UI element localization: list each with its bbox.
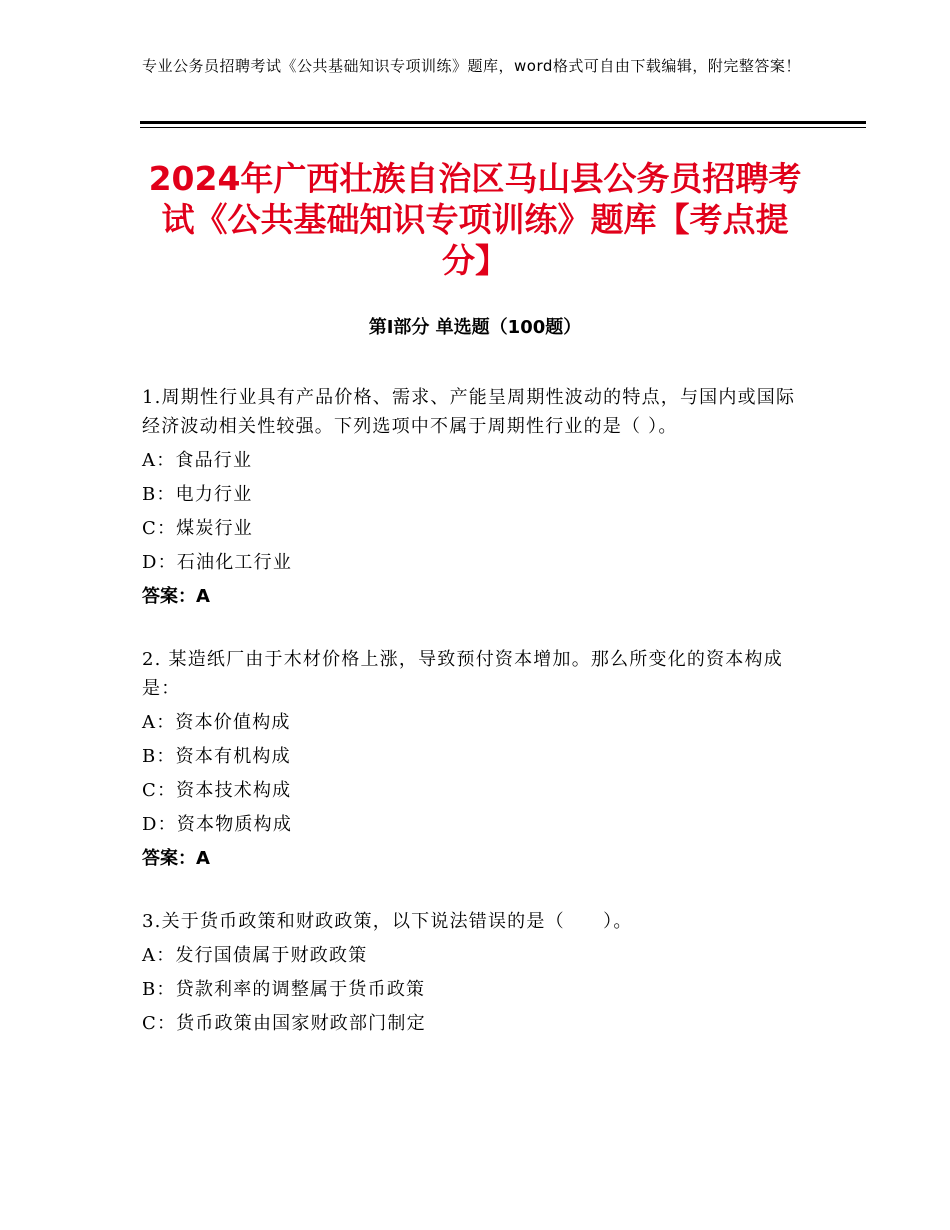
option-c: C：货币政策由国家财政部门制定: [142, 1013, 426, 1034]
section-heading: 第Ⅰ部分 单选题（100题）: [368, 317, 582, 338]
question-3: [142, 907, 804, 1038]
option-b: B：电力行业: [142, 484, 253, 505]
answer: 答案：A: [142, 848, 210, 869]
document-title: 2024年广西壮族自治区马山县公务员招聘考试《公共基础知识专项训练》题库【考点提分】: [148, 159, 802, 280]
option-c: C：资本技术构成: [142, 780, 292, 801]
option-b: B：资本有机构成: [142, 746, 291, 767]
option-b: B：贷款利率的调整属于货币政策: [142, 979, 426, 1000]
header-rule-thick: [140, 121, 866, 124]
option-d: D：石油化工行业: [142, 552, 293, 573]
question-list: [142, 383, 804, 1072]
question-2: [142, 645, 804, 873]
question-1: [142, 383, 804, 611]
question-stem: 3.关于货币政策和财政政策，以下说法错误的是（ ）。: [142, 911, 633, 932]
option-a: A：发行国债属于财政政策: [142, 945, 368, 966]
header-rule-thin: [140, 127, 866, 128]
option-a: A：食品行业: [142, 450, 253, 471]
question-stem: 2. 某造纸厂由于木材价格上涨，导致预付资本增加。那么所变化的资本构成是：: [142, 649, 783, 699]
option-c: C：煤炭行业: [142, 518, 253, 539]
question-stem: 1.周期性行业具有产品价格、需求、产能呈周期性波动的特点，与国内或国际经济波动相关性较强。下列选项中不属于周期性行业的是（ ）。: [142, 387, 796, 437]
option-d: D：资本物质构成: [142, 814, 293, 835]
header-note: 专业公务员招聘考试《公共基础知识专项训练》题库，word格式可自由下载编辑，附完整答案！: [142, 57, 801, 75]
answer: 答案：A: [142, 586, 210, 607]
option-a: A：资本价值构成: [142, 712, 291, 733]
